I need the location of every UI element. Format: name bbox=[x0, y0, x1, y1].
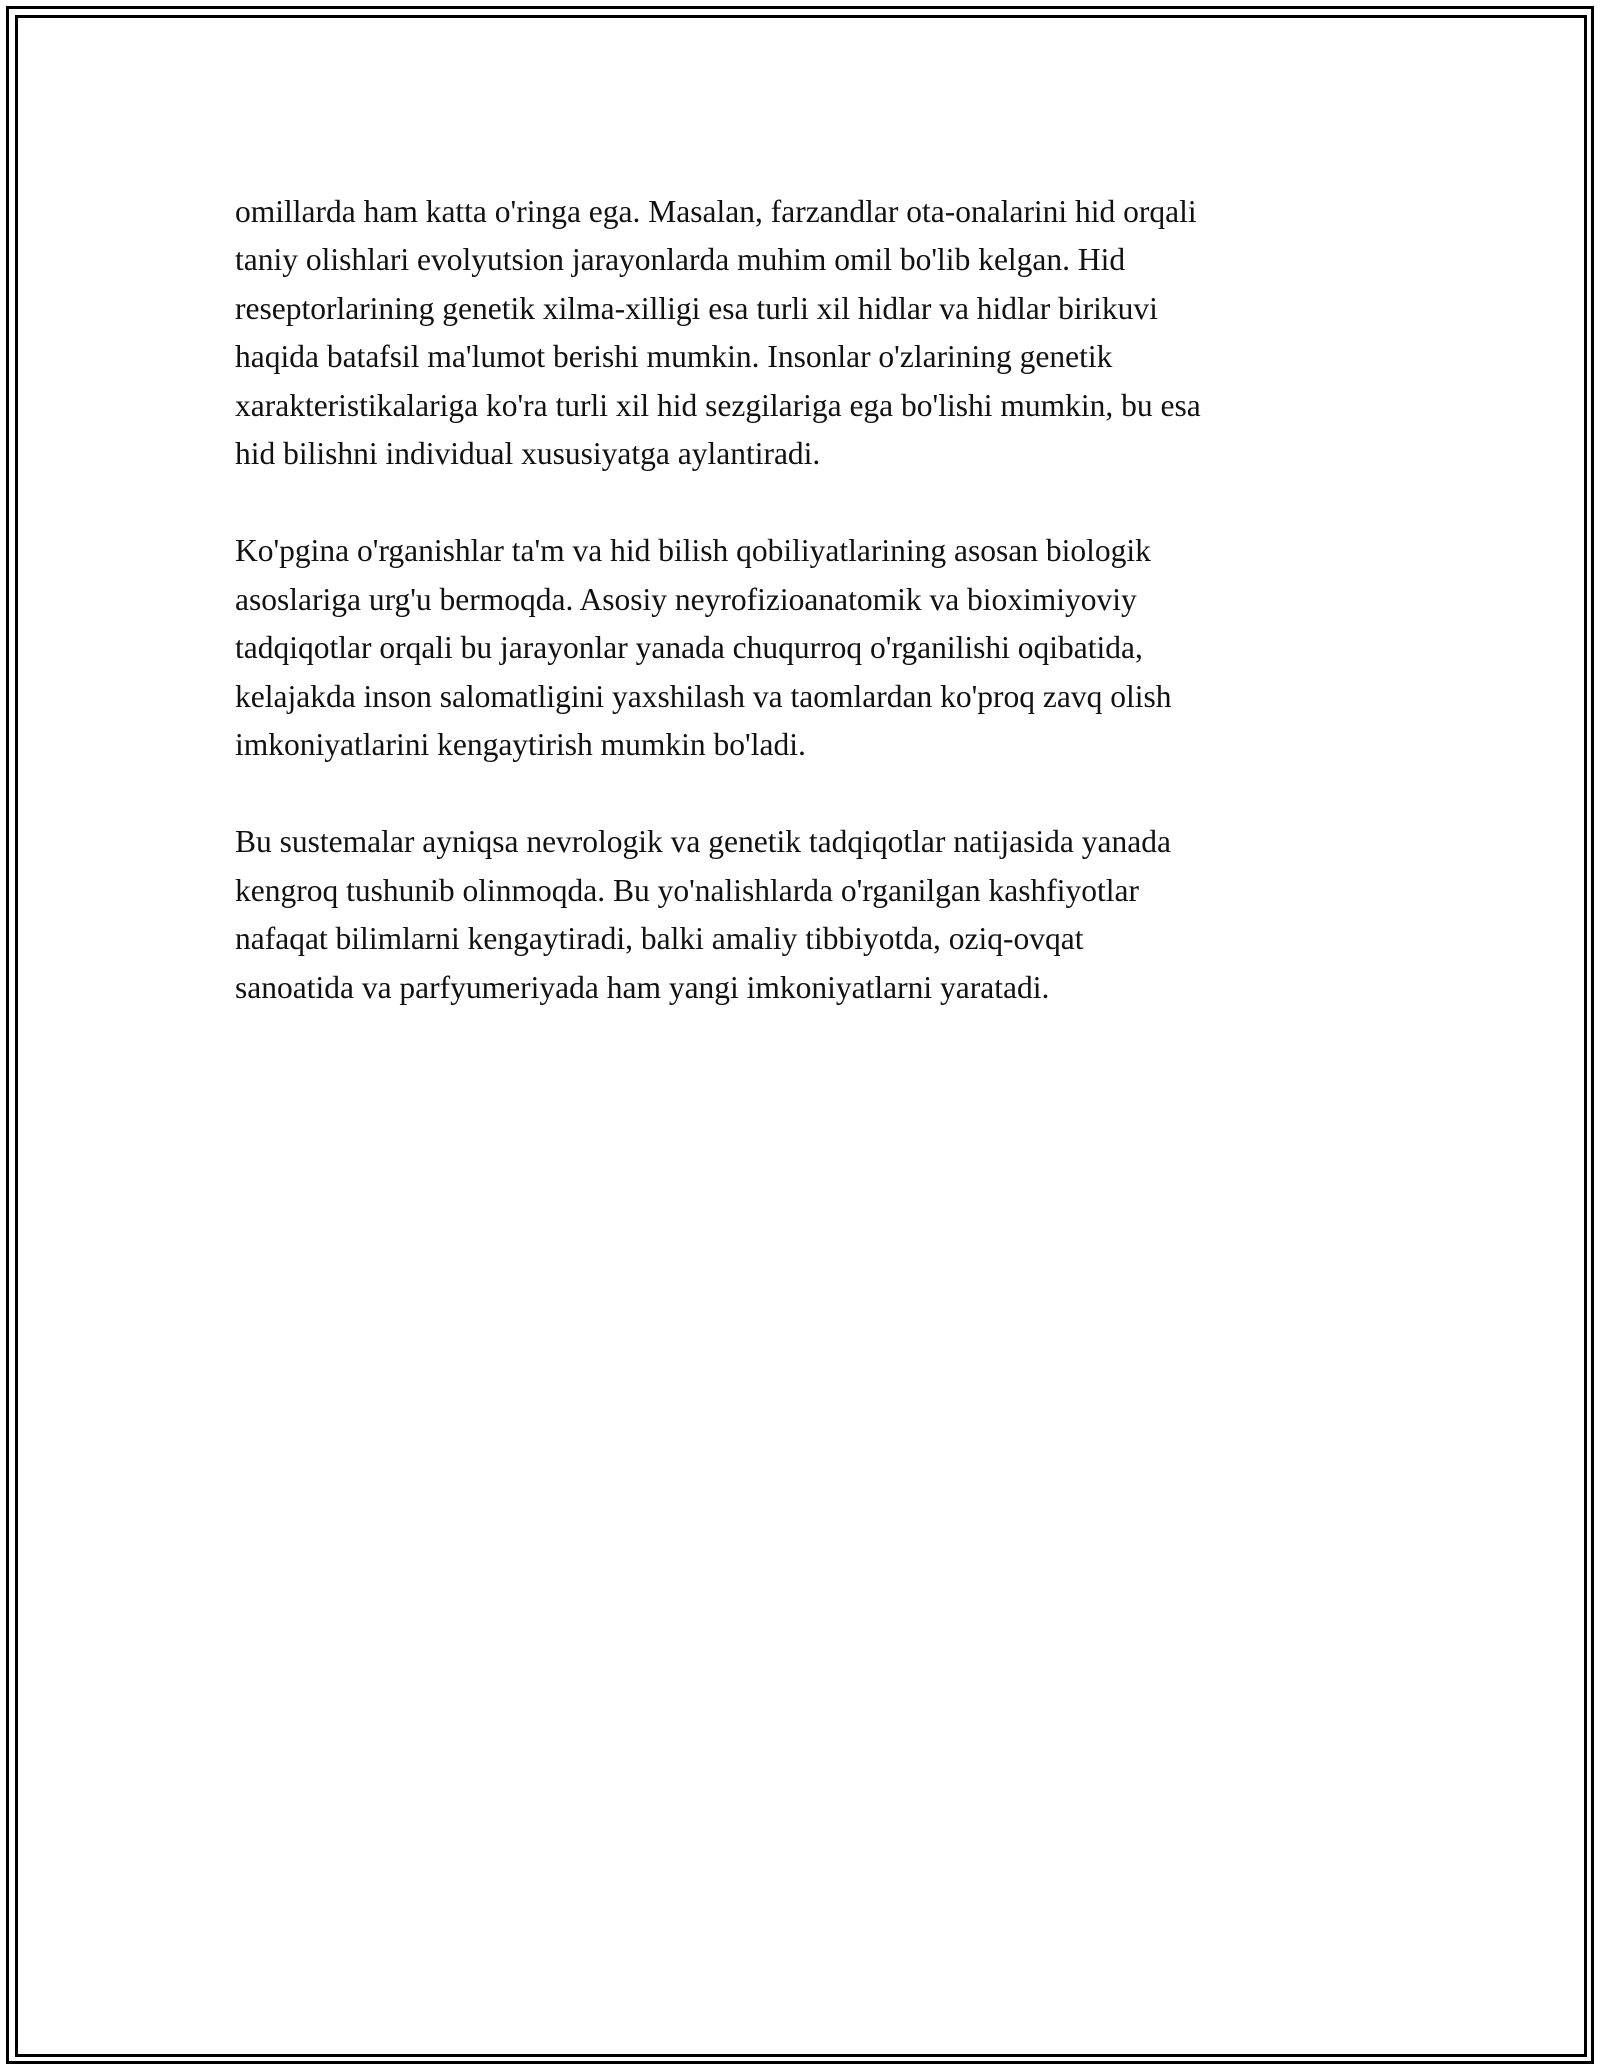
text-line: Ko'pgina o'rganishlar ta'm va hid bilish qobiliyatlarining asosan biologik bbox=[235, 533, 1151, 569]
text-line: reseptorlarining genetik xilma-xilligi esa turli xil hidlar va hidlar birikuvi bbox=[235, 290, 1158, 326]
text-line: kengroq tushunib olinmoqda. Bu yo'nalishlarda o'rganilgan kashfiyotlar bbox=[235, 872, 1139, 908]
text-line: sanoatida va parfyumeriyada ham yangi imkoniyatlarni yaratadi. bbox=[235, 969, 1050, 1005]
text-line: Bu sustemalar ayniqsa nevrologik va genetik tadqiqotlar natijasida yanada bbox=[235, 824, 1171, 860]
text-line: haqida batafsil ma'lumot berishi mumkin. Insonlar o'zlarining genetik bbox=[235, 339, 1113, 375]
paragraph-1 bbox=[235, 188, 1375, 478]
text-line: xarakteristikalariga ko'ra turli xil hid sezgilariga ega bo'lishi mumkin, bu esa bbox=[235, 387, 1201, 423]
text-line: kelajakda inson salomatligini yaxshilash va taomlardan ko'proq zavq olish bbox=[235, 678, 1172, 714]
paragraph-2 bbox=[235, 527, 1375, 769]
text-line: omillarda ham katta o'ringa ega. Masalan, farzandlar ota-onalarini hid orqali bbox=[235, 194, 1197, 229]
text-line: tadqiqotlar orqali bu jarayonlar yanada chuqurroq o'rganilishi oqibatida, bbox=[235, 630, 1143, 666]
text-line: nafaqat bilimlarni kengaytiradi, balki amaliy tibbiyotda, oziq-ovqat bbox=[235, 921, 1084, 957]
text-line: imkoniyatlarini kengaytirish mumkin bo'ladi. bbox=[235, 727, 806, 763]
text-line: hid bilishni individual xususiyatga aylantiradi. bbox=[235, 436, 821, 472]
paragraph-3 bbox=[235, 818, 1375, 1012]
text-line: asoslariga urg'u bermoqda. Asosiy neyrofizioanatomik va bioximiyoviy bbox=[235, 581, 1137, 617]
text-line: taniy olishlari evolyutsion jarayonlarda muhim omil bo'lib kelgan. Hid bbox=[235, 242, 1126, 278]
document-body bbox=[235, 188, 1375, 1061]
